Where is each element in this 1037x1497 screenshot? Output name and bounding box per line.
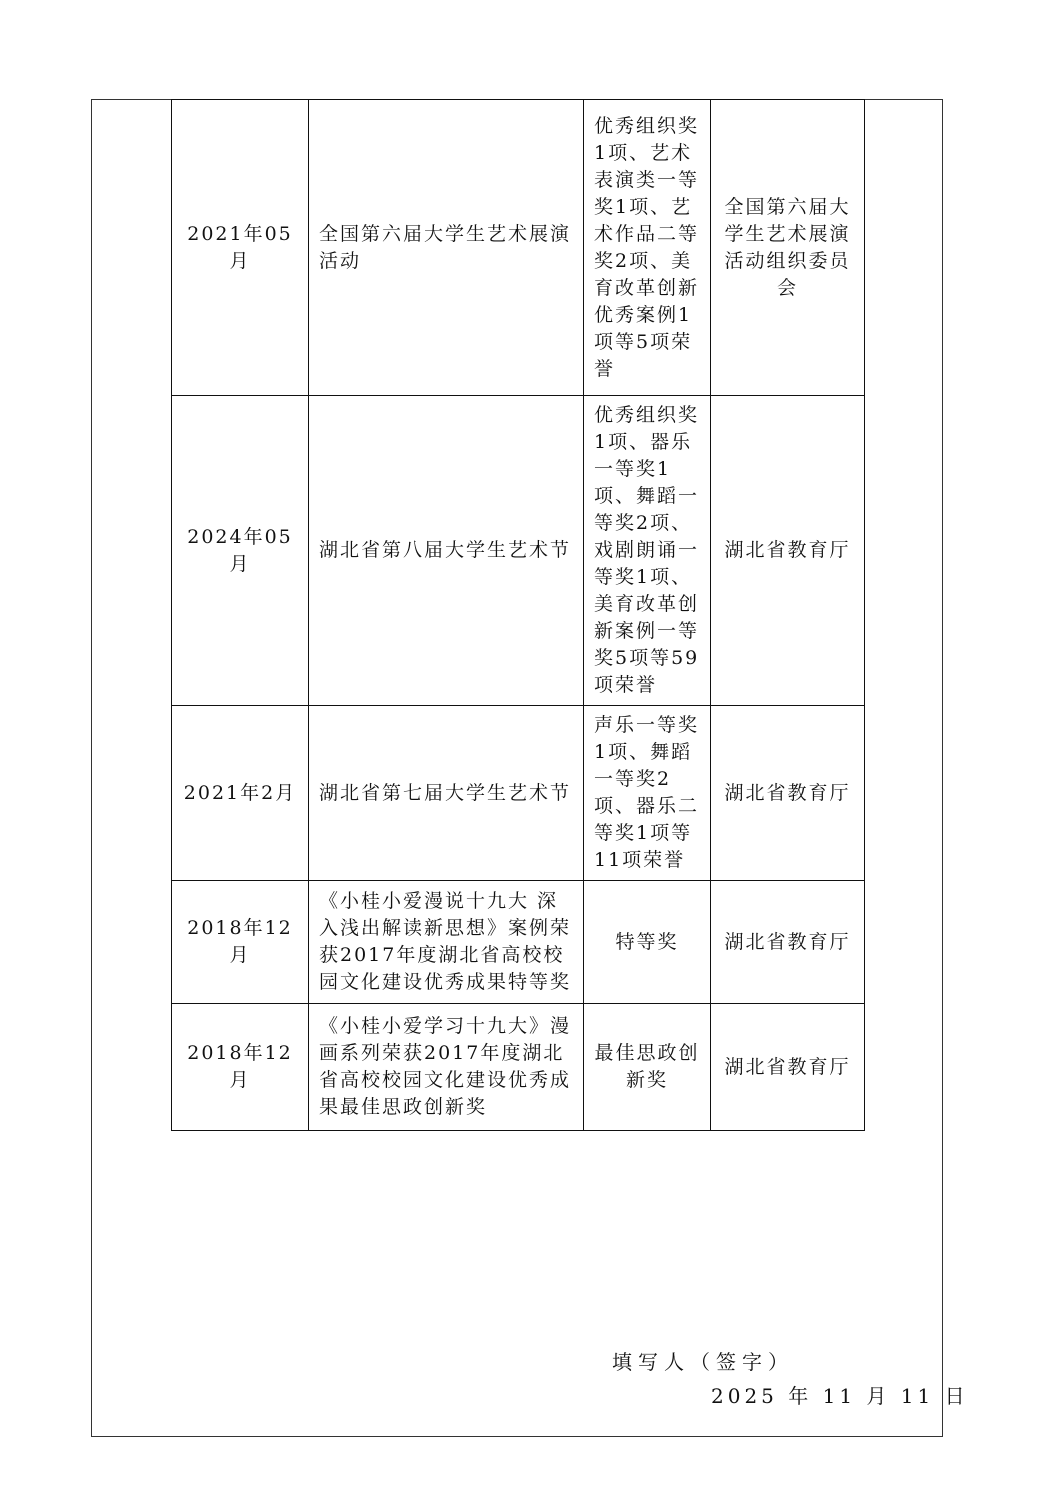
award-content: 特等奖 <box>584 881 711 1004</box>
activity-name: 湖北省第八届大学生艺术节 <box>309 396 584 706</box>
awarding-organization: 全国第六届大学生艺术展演活动组织委员会 <box>711 100 865 396</box>
awards-table <box>171 99 865 1131</box>
award-content: 优秀组织奖1项、器乐一等奖1项、舞蹈一等奖2项、戏剧朗诵一等奖1项、美育改革创新案例一等奖5项等59项荣誉 <box>584 396 711 706</box>
award-date: 2024年05月 <box>172 396 309 706</box>
signature-date: 2025 年 11 月 11 日 <box>711 1384 969 1408</box>
award-date: 2018年12月 <box>172 881 309 1004</box>
table-row <box>172 396 865 706</box>
award-content: 优秀组织奖1项、艺术表演类一等奖1项、艺术作品二等奖2项、美育改革创新优秀案例1项等5项荣誉 <box>584 100 711 396</box>
table-row <box>172 881 865 1004</box>
award-content: 最佳思政创新奖 <box>584 1004 711 1131</box>
award-date: 2021年05月 <box>172 100 309 396</box>
table-row <box>172 1004 865 1131</box>
award-date: 2018年12月 <box>172 1004 309 1131</box>
table-row <box>172 706 865 881</box>
activity-name: 全国第六届大学生艺术展演活动 <box>309 100 584 396</box>
activity-name: 《小桂小爱漫说十九大 深入浅出解读新思想》案例荣获2017年度湖北省高校校园文化建设优秀成果特等奖 <box>309 881 584 1004</box>
awarding-organization: 湖北省教育厅 <box>711 1004 865 1131</box>
awarding-organization: 湖北省教育厅 <box>711 881 865 1004</box>
award-date: 2021年2月 <box>172 706 309 881</box>
activity-name: 湖北省第七届大学生艺术节 <box>309 706 584 881</box>
awarding-organization: 湖北省教育厅 <box>711 706 865 881</box>
activity-name: 《小桂小爱学习十九大》漫画系列荣获2017年度湖北省高校校园文化建设优秀成果最佳思政创新奖 <box>309 1004 584 1131</box>
award-content: 声乐一等奖1项、舞蹈一等奖2项、器乐二等奖1项等11项荣誉 <box>584 706 711 881</box>
signer-label: 填写人（签字） <box>612 1350 794 1374</box>
table-row <box>172 100 865 396</box>
awarding-organization: 湖北省教育厅 <box>711 396 865 706</box>
